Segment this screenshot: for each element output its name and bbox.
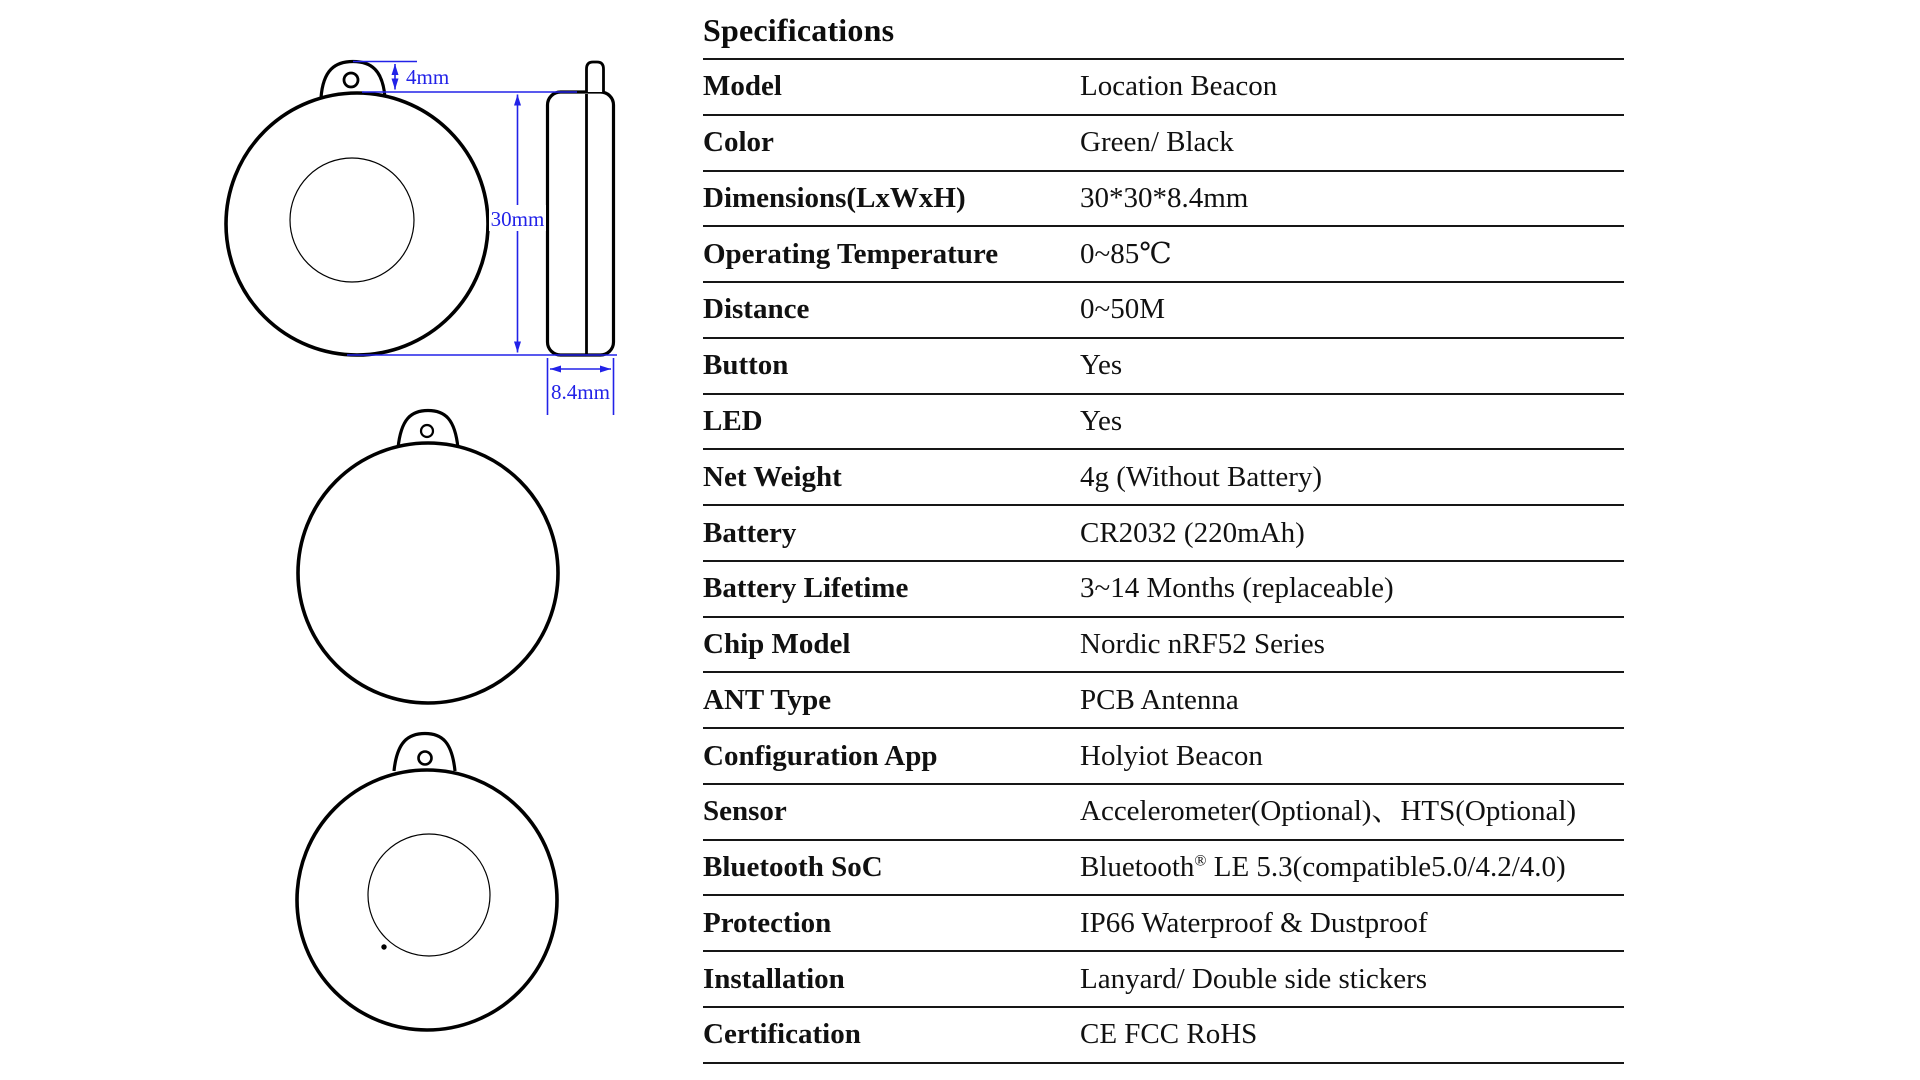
table-row <box>703 727 1624 783</box>
table-row <box>703 337 1624 393</box>
spec-row-value: PCB Antenna <box>1080 683 1239 716</box>
side-tab-outline <box>587 62 604 92</box>
table-row <box>703 616 1624 672</box>
spec-row-label: ANT Type <box>703 683 832 716</box>
spec-row-label: Color <box>703 126 774 159</box>
dimension-label-8-4mm: 8.4mm <box>551 380 610 404</box>
spec-row-value: CE FCC RoHS <box>1080 1018 1258 1051</box>
table-row <box>703 839 1624 895</box>
table-row <box>703 504 1624 560</box>
table-row <box>703 950 1624 1006</box>
table-row <box>703 671 1624 727</box>
spec-row-label: Operating Temperature <box>703 237 999 270</box>
spec-row-value: Accelerometer(Optional)、HTS(Optional) <box>1080 795 1577 828</box>
spec-row-value: IP66 Waterproof & Dustproof <box>1080 906 1428 939</box>
dimension-label-4mm: 4mm <box>406 65 450 89</box>
table-row <box>703 783 1624 839</box>
spec-row-label: Bluetooth SoC <box>703 851 883 884</box>
spec-row-label: Battery Lifetime <box>703 572 909 605</box>
spec-table <box>703 58 1624 1064</box>
table-row <box>703 281 1624 337</box>
side-body-outline <box>548 92 614 355</box>
dimension-4mm <box>353 62 577 93</box>
lanyard-hole <box>419 752 432 765</box>
spec-row-label: Chip Model <box>703 628 851 661</box>
spec-row-label: Installation <box>703 962 845 995</box>
spec-row-value: Nordic nRF52 Series <box>1080 628 1325 661</box>
table-row <box>703 448 1624 504</box>
table-row <box>703 560 1624 616</box>
beacon-body-outline <box>226 93 488 355</box>
table-row <box>703 114 1624 170</box>
front-view-drawing <box>226 62 488 356</box>
specs-title: Specifications <box>703 12 895 48</box>
back-view-drawing <box>298 411 558 704</box>
spec-row-value: 0~50M <box>1080 293 1165 326</box>
lanyard-hole <box>421 425 433 437</box>
side-view-drawing <box>548 62 614 355</box>
table-row <box>703 1006 1624 1062</box>
dimension-label-30mm: 30mm <box>490 207 545 231</box>
spec-row-label: Button <box>703 349 789 382</box>
spec-row-value: Green/ Black <box>1080 126 1234 159</box>
spec-row-label: LED <box>703 404 763 437</box>
spec-row-label: Protection <box>703 906 832 939</box>
spec-row-value: Yes <box>1080 404 1123 437</box>
spec-row-label: Net Weight <box>703 460 842 493</box>
spec-row-label: Battery <box>703 516 797 549</box>
beacon-body-outline <box>297 770 557 1030</box>
lanyard-hole <box>344 73 358 87</box>
spec-row-value: CR2032 (220mAh) <box>1080 516 1305 549</box>
spec-row-value: 0~85℃ <box>1080 237 1172 270</box>
spec-row-value: Location Beacon <box>1080 70 1278 103</box>
spec-row-value: Bluetooth® LE 5.3(compatible5.0/4.2/4.0) <box>1080 851 1566 884</box>
specifications-panel <box>703 0 1624 1064</box>
spec-row-label: Distance <box>703 293 810 326</box>
spec-row-label: Model <box>703 70 782 103</box>
table-row <box>703 894 1624 950</box>
spec-row-label: Sensor <box>703 795 787 828</box>
table-row <box>703 58 1624 114</box>
spec-row-label: Certification <box>703 1018 861 1051</box>
bottom-view-drawing <box>297 734 557 1031</box>
beacon-body-outline <box>298 443 558 703</box>
spec-row-label: Configuration App <box>703 739 938 772</box>
spec-row-value: Yes <box>1080 349 1123 382</box>
spec-row-value: Lanyard/ Double side stickers <box>1080 962 1428 995</box>
spec-row-value: Holyiot Beacon <box>1080 739 1263 772</box>
spec-row-value: 3~14 Months (replaceable) <box>1080 572 1394 605</box>
spec-row-label: Dimensions(LxWxH) <box>703 181 966 214</box>
table-row <box>703 393 1624 449</box>
table-row <box>703 225 1624 281</box>
led-hole-dot <box>381 944 386 949</box>
table-row <box>703 170 1624 226</box>
technical-drawings <box>0 0 680 1080</box>
spec-row-value: 4g (Without Battery) <box>1080 460 1323 493</box>
spec-row-value: 30*30*8.4mm <box>1080 181 1249 214</box>
